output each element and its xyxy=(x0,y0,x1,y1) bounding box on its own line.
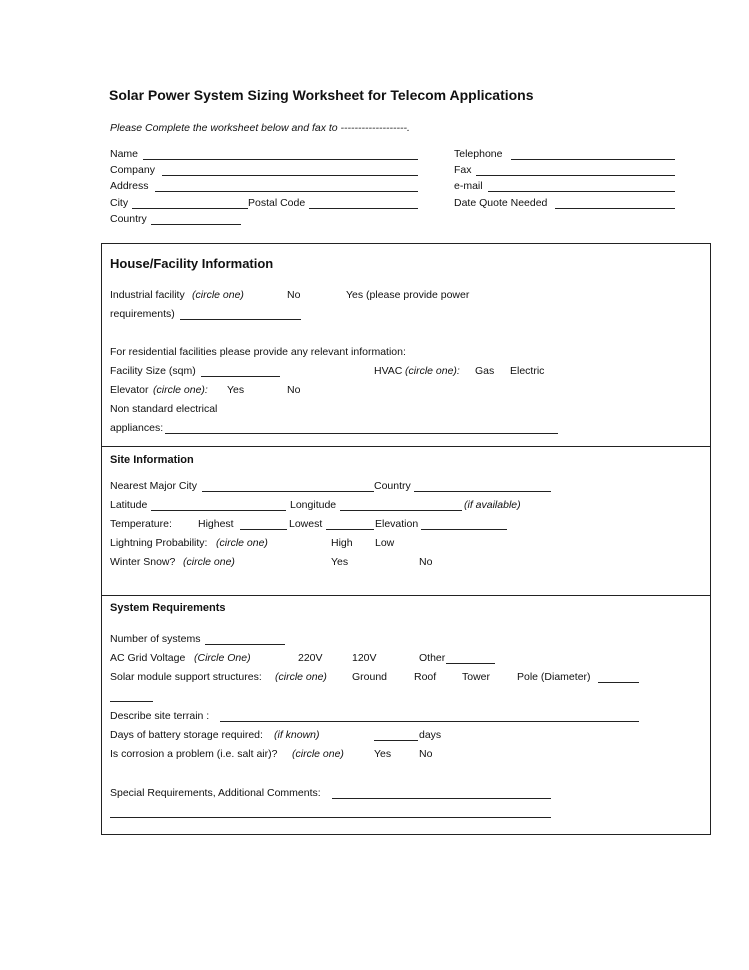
lightning-low[interactable]: Low xyxy=(375,537,395,549)
days-label: days xyxy=(419,729,442,741)
voltage-120[interactable]: 120V xyxy=(352,652,377,664)
postal-code-label: Postal Code xyxy=(248,197,306,209)
telephone-label: Telephone xyxy=(454,148,503,160)
lowest-label: Lowest xyxy=(289,518,323,530)
special-field-line2[interactable] xyxy=(110,817,551,818)
fax-label: Fax xyxy=(454,164,472,176)
battery-known: (if known) xyxy=(274,729,320,741)
email-label: e-mail xyxy=(454,180,483,192)
voltage-220[interactable]: 220V xyxy=(298,652,323,664)
support-ground[interactable]: Ground xyxy=(352,671,388,683)
elevator-yes[interactable]: Yes xyxy=(227,384,245,396)
ac-grid-circle: (Circle One) xyxy=(194,652,251,664)
elevator-no[interactable]: No xyxy=(287,384,301,396)
section-divider-1 xyxy=(101,446,711,447)
latitude-label: Latitude xyxy=(110,499,148,511)
industrial-no[interactable]: No xyxy=(287,289,301,301)
address-label: Address xyxy=(110,180,149,192)
snow-no[interactable]: No xyxy=(419,556,433,568)
hvac-electric[interactable]: Electric xyxy=(510,365,545,377)
corrosion-no[interactable]: No xyxy=(419,748,433,760)
company-field[interactable] xyxy=(162,175,418,176)
hvac-gas[interactable]: Gas xyxy=(475,365,495,377)
elevator-label: Elevator xyxy=(110,384,149,396)
module-support-label: Solar module support structures: xyxy=(110,671,262,683)
lightning-circle: (circle one) xyxy=(216,537,268,549)
battery-label: Days of battery storage required: xyxy=(110,729,263,741)
latitude-field[interactable] xyxy=(151,510,286,511)
appliances-label: appliances: xyxy=(110,422,164,434)
lowest-field[interactable] xyxy=(326,529,374,530)
pole-diameter-field[interactable] xyxy=(598,682,639,683)
country-label: Country xyxy=(110,213,147,225)
date-quote-label: Date Quote Needed xyxy=(454,197,548,209)
temperature-label: Temperature: xyxy=(110,518,172,530)
snow-label: Winter Snow? xyxy=(110,556,176,568)
facility-size-label: Facility Size (sqm) xyxy=(110,365,196,377)
requirements-label: requirements) xyxy=(110,308,175,320)
number-systems-label: Number of systems xyxy=(110,633,201,645)
industrial-yes[interactable]: Yes (please provide power xyxy=(346,289,470,301)
nearest-city-label: Nearest Major City xyxy=(110,480,197,492)
support-pole[interactable]: Pole (Diameter) xyxy=(517,671,591,683)
battery-days-field[interactable] xyxy=(374,740,418,741)
house-heading: House/Facility Information xyxy=(110,256,274,271)
support-tower[interactable]: Tower xyxy=(462,671,491,683)
section-divider-2 xyxy=(101,595,711,596)
nearest-city-field[interactable] xyxy=(202,491,374,492)
longitude-label: Longitude xyxy=(290,499,337,511)
nonstandard-label: Non standard electrical xyxy=(110,403,218,415)
special-label: Special Requirements, Additional Comments: xyxy=(110,787,321,799)
name-field[interactable] xyxy=(143,159,418,160)
elevator-circle: (circle one): xyxy=(153,384,208,396)
appliances-field[interactable] xyxy=(165,433,558,434)
snow-yes[interactable]: Yes xyxy=(331,556,349,568)
pole-diameter-field-cont[interactable] xyxy=(110,701,153,702)
industrial-circle: (circle one) xyxy=(192,289,244,301)
site-country-field[interactable] xyxy=(414,491,551,492)
postal-code-field[interactable] xyxy=(309,208,418,209)
city-field[interactable] xyxy=(132,208,248,209)
lightning-label: Lightning Probability: xyxy=(110,537,208,549)
longitude-field[interactable] xyxy=(340,510,462,511)
facility-size-field[interactable] xyxy=(201,376,280,377)
fax-field[interactable] xyxy=(476,175,675,176)
name-label: Name xyxy=(110,148,139,160)
requirements-field[interactable] xyxy=(180,319,301,320)
number-systems-field[interactable] xyxy=(205,644,285,645)
ac-grid-label: AC Grid Voltage xyxy=(110,652,186,664)
terrain-label: Describe site terrain : xyxy=(110,710,210,722)
site-country-label: Country xyxy=(374,480,411,492)
voltage-other-field[interactable] xyxy=(446,663,495,664)
date-quote-field[interactable] xyxy=(555,208,675,209)
page-title: Solar Power System Sizing Worksheet for Telecom Applications xyxy=(109,87,534,103)
city-label: City xyxy=(110,197,129,209)
terrain-field[interactable] xyxy=(220,721,639,722)
corrosion-label: Is corrosion a problem (i.e. salt air)? xyxy=(110,748,278,760)
email-field[interactable] xyxy=(488,191,675,192)
industrial-label: Industrial facility xyxy=(110,289,185,301)
highest-label: Highest xyxy=(198,518,234,530)
elevation-field[interactable] xyxy=(421,529,507,530)
hvac-circle: (circle one): xyxy=(405,365,460,377)
if-available-note: (if available) xyxy=(464,499,521,511)
telephone-field[interactable] xyxy=(511,159,675,160)
lightning-high[interactable]: High xyxy=(331,537,353,549)
company-label: Company xyxy=(110,164,155,176)
elevation-label: Elevation xyxy=(375,518,419,530)
residential-label: For residential facilities please provide any relevant information: xyxy=(110,346,406,358)
corrosion-circle: (circle one) xyxy=(292,748,344,760)
voltage-other[interactable]: Other xyxy=(419,652,446,664)
system-heading: System Requirements xyxy=(110,602,226,614)
hvac-label: HVAC xyxy=(374,365,403,377)
address-field[interactable] xyxy=(155,191,418,192)
module-circle: (circle one) xyxy=(275,671,327,683)
special-field[interactable] xyxy=(332,798,551,799)
snow-circle: (circle one) xyxy=(183,556,235,568)
country-field[interactable] xyxy=(151,224,241,225)
support-roof[interactable]: Roof xyxy=(414,671,437,683)
site-heading: Site Information xyxy=(110,454,194,466)
corrosion-yes[interactable]: Yes xyxy=(374,748,392,760)
instructions: Please Complete the worksheet below and fax to -------------------. xyxy=(110,122,410,134)
highest-field[interactable] xyxy=(240,529,287,530)
